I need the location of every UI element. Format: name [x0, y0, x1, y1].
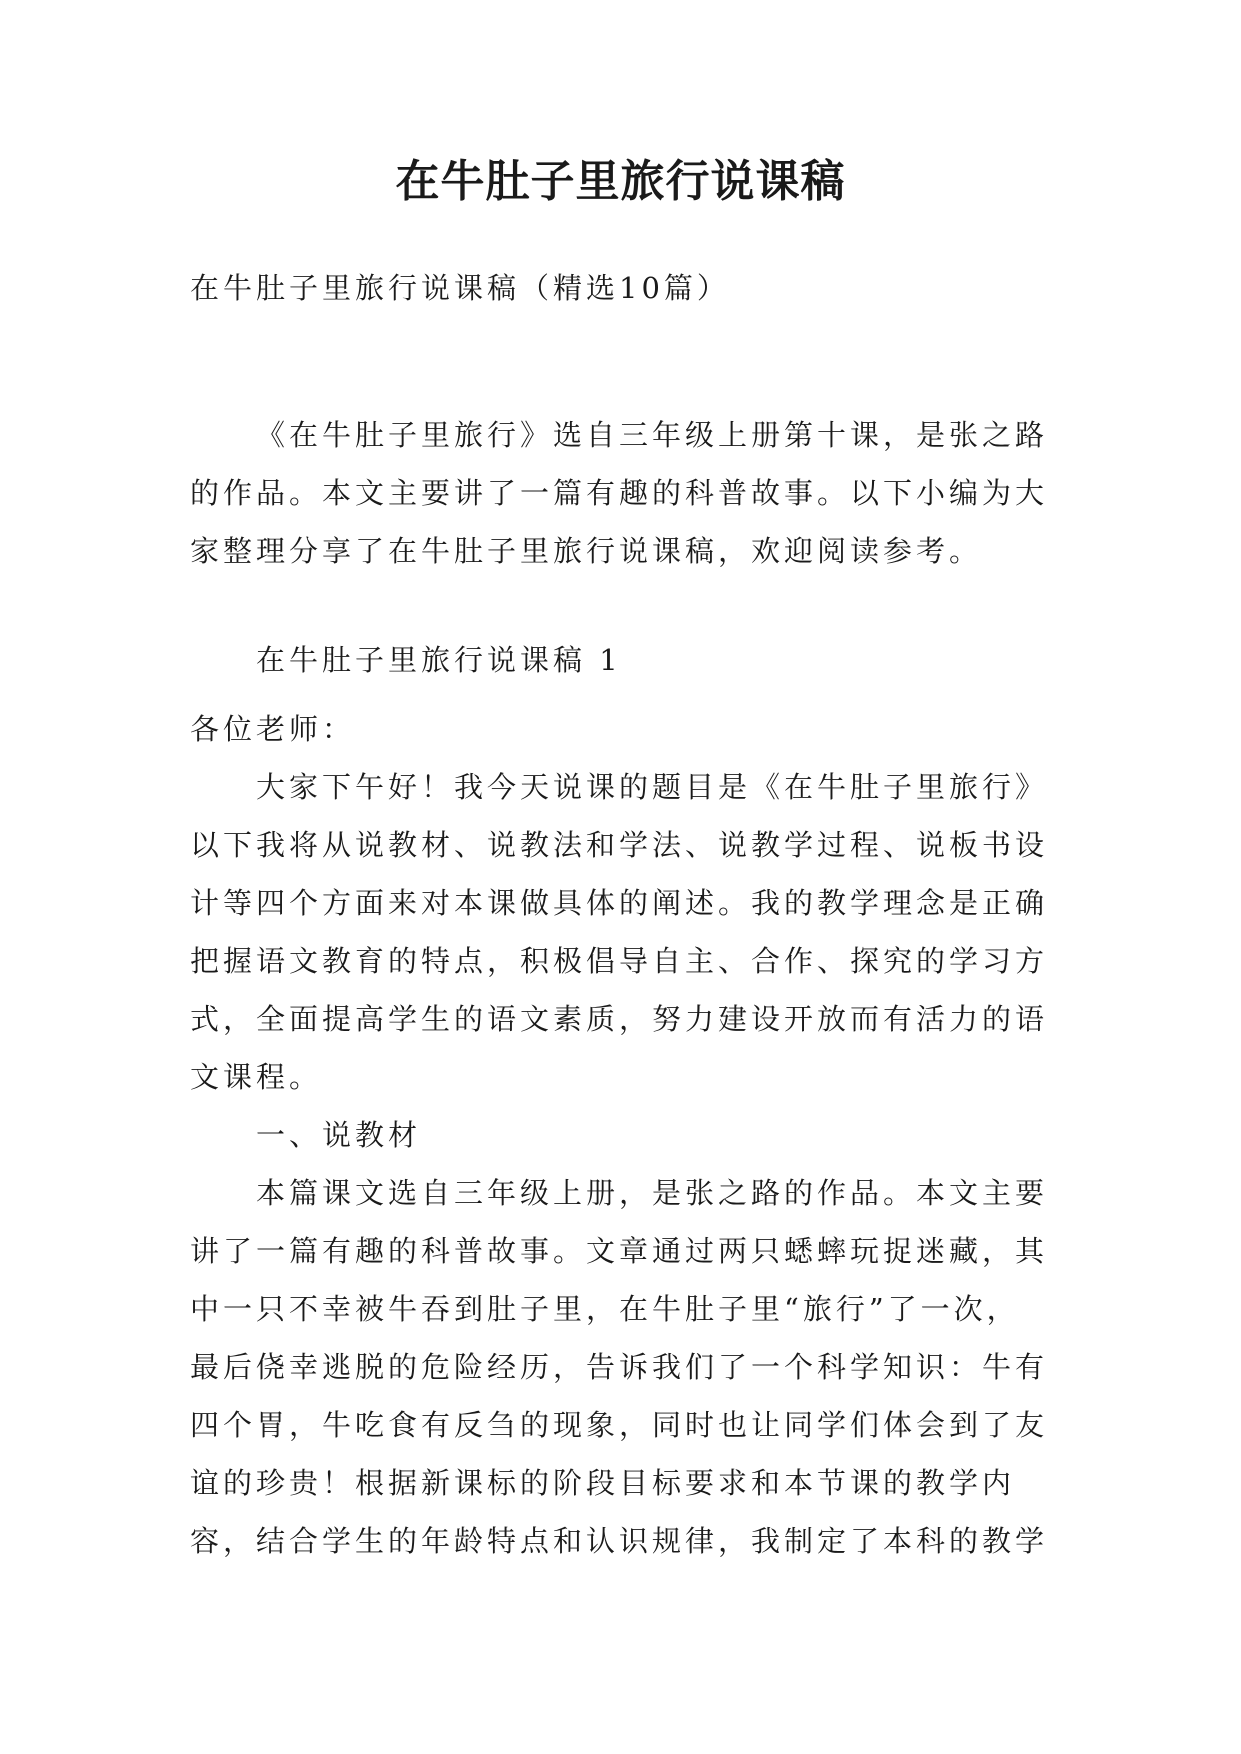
main-text	[190, 700, 1050, 1570]
document-title: 在牛肚子里旅行说课稿	[395, 156, 846, 207]
intro-paragraph: 《在牛肚子里旅行》选自三年级上册第十课，是张之路的作品。本文主要讲了一篇有趣的科普故事。以下小编为大家整理分享了在牛肚子里旅行说课稿，欢迎阅读参考。	[190, 418, 1049, 568]
document-subtitle: 在牛肚子里旅行说课稿（精选10篇）	[190, 271, 730, 305]
salutation: 各位老师：	[190, 712, 356, 746]
body-paragraph: 本篇课文选自三年级上册，是张之路的作品。本文主要讲了一篇有趣的科普故事。文章通过两只蟋蟀玩捉迷藏，其中一只不幸被牛吞到肚子里，在牛肚子里“旅行”了一次，最后侥幸逃脱的危险经历，告诉我们了一个科学知识：牛有四个胃，牛吃食有反刍的现象，同时也让同学们体会到了友谊的珍贵！根据新课标的阶段目标要求和本节课的教学内容，结合学生的年龄特点和认识规律，我制定了本科的教学	[190, 1176, 1049, 1558]
subheading: 一、说教材	[256, 1118, 422, 1152]
section-heading: 在牛肚子里旅行说课稿 1	[256, 643, 622, 677]
body-paragraph: 大家下午好！我今天说课的题目是《在牛肚子里旅行》以下我将从说教材、说教法和学法、说教学过程、说板书设计等四个方面来对本课做具体的阐述。我的教学理念是正确把握语文教育的特点，积极倡导自主、合作、探究的学习方式，全面提高学生的语文素质，努力建设开放而有活力的语文课程。	[190, 770, 1049, 1094]
